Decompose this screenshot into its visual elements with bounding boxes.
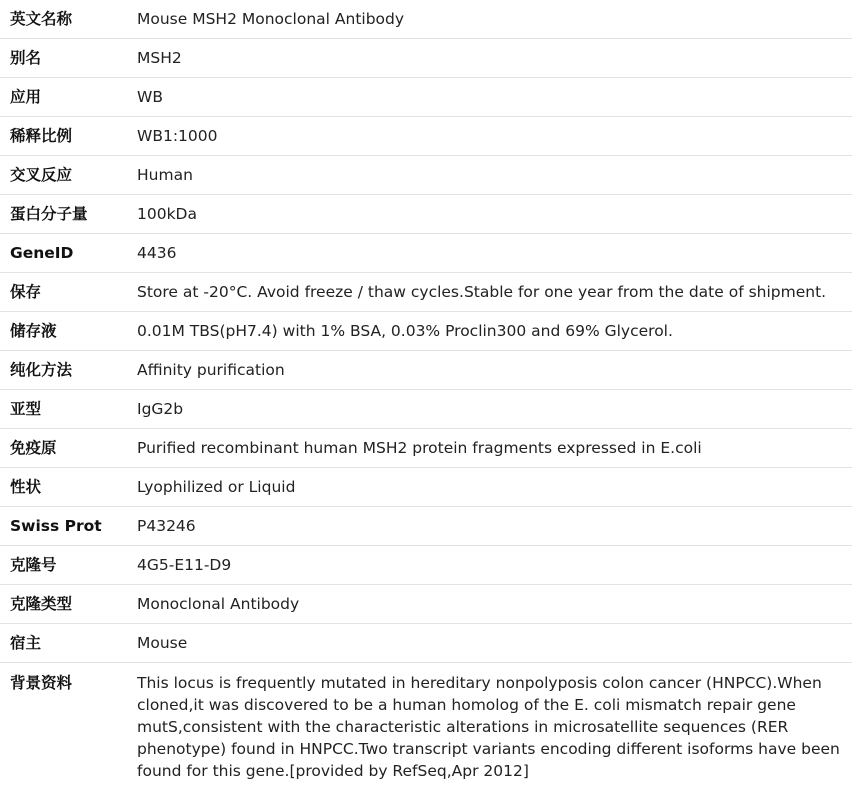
spec-row-application [0, 78, 852, 117]
spec-row-gene-id [0, 234, 852, 273]
spec-row-isotype [0, 390, 852, 429]
spec-row-english-name [0, 0, 852, 39]
row-label: 宿主 [0, 624, 137, 663]
row-value: MSH2 [137, 39, 852, 78]
row-value: Affinity purification [137, 351, 852, 390]
spec-row-purification [0, 351, 852, 390]
row-label: 性状 [0, 468, 137, 507]
spec-row-molecular-weight [0, 195, 852, 234]
spec-row-immunogen [0, 429, 852, 468]
spec-row-background [0, 663, 852, 788]
row-label: 稀释比例 [0, 117, 137, 156]
row-value: WB [137, 78, 852, 117]
row-value: 0.01M TBS(pH7.4) with 1% BSA, 0.03% Proclin300 and 69% Glycerol. [137, 312, 852, 351]
row-label: 英文名称 [0, 0, 137, 39]
spec-row-storage [0, 273, 852, 312]
spec-row-clone-number [0, 546, 852, 585]
spec-row-alias [0, 39, 852, 78]
row-label: 克隆号 [0, 546, 137, 585]
row-label: 储存液 [0, 312, 137, 351]
row-value: WB1:1000 [137, 117, 852, 156]
spec-row-swiss-prot [0, 507, 852, 546]
row-label: 免疫原 [0, 429, 137, 468]
row-value: This locus is frequently mutated in hereditary nonpolyposis colon cancer (HNPCC).When cloned,it was discovered to be a human homolog of the E. coli mismatch repair gene mutS,consistent with the characteristic alterations in microsatellite sequences (RER phenotype) found in HNPCC.Two transcript variants encoding different isoforms have been found for this gene.[provided by RefSeq,Apr 2012] [137, 663, 852, 788]
row-value: IgG2b [137, 390, 852, 429]
row-value: Mouse MSH2 Monoclonal Antibody [137, 0, 852, 39]
row-value: Lyophilized or Liquid [137, 468, 852, 507]
row-value: Purified recombinant human MSH2 protein fragments expressed in E.coli [137, 429, 852, 468]
row-label: 蛋白分子量 [0, 195, 137, 234]
spec-row-host [0, 624, 852, 663]
spec-row-clone-type [0, 585, 852, 624]
row-label: 交叉反应 [0, 156, 137, 195]
row-value: 4G5-E11-D9 [137, 546, 852, 585]
row-value: Monoclonal Antibody [137, 585, 852, 624]
row-label: 保存 [0, 273, 137, 312]
row-label: Swiss Prot [0, 507, 137, 546]
row-value: P43246 [137, 507, 852, 546]
row-label: 克隆类型 [0, 585, 137, 624]
row-label: 别名 [0, 39, 137, 78]
row-label: 背景资料 [0, 663, 137, 788]
spec-row-reactivity [0, 156, 852, 195]
row-value: Human [137, 156, 852, 195]
row-label: 应用 [0, 78, 137, 117]
row-value: 4436 [137, 234, 852, 273]
row-value: 100kDa [137, 195, 852, 234]
spec-row-storage-buffer [0, 312, 852, 351]
spec-row-dilution [0, 117, 852, 156]
row-label: GeneID [0, 234, 137, 273]
spec-row-form [0, 468, 852, 507]
row-label: 亚型 [0, 390, 137, 429]
row-value: Store at -20°C. Avoid freeze / thaw cycles.Stable for one year from the date of shipment. [137, 273, 852, 312]
row-value: Mouse [137, 624, 852, 663]
row-label: 纯化方法 [0, 351, 137, 390]
